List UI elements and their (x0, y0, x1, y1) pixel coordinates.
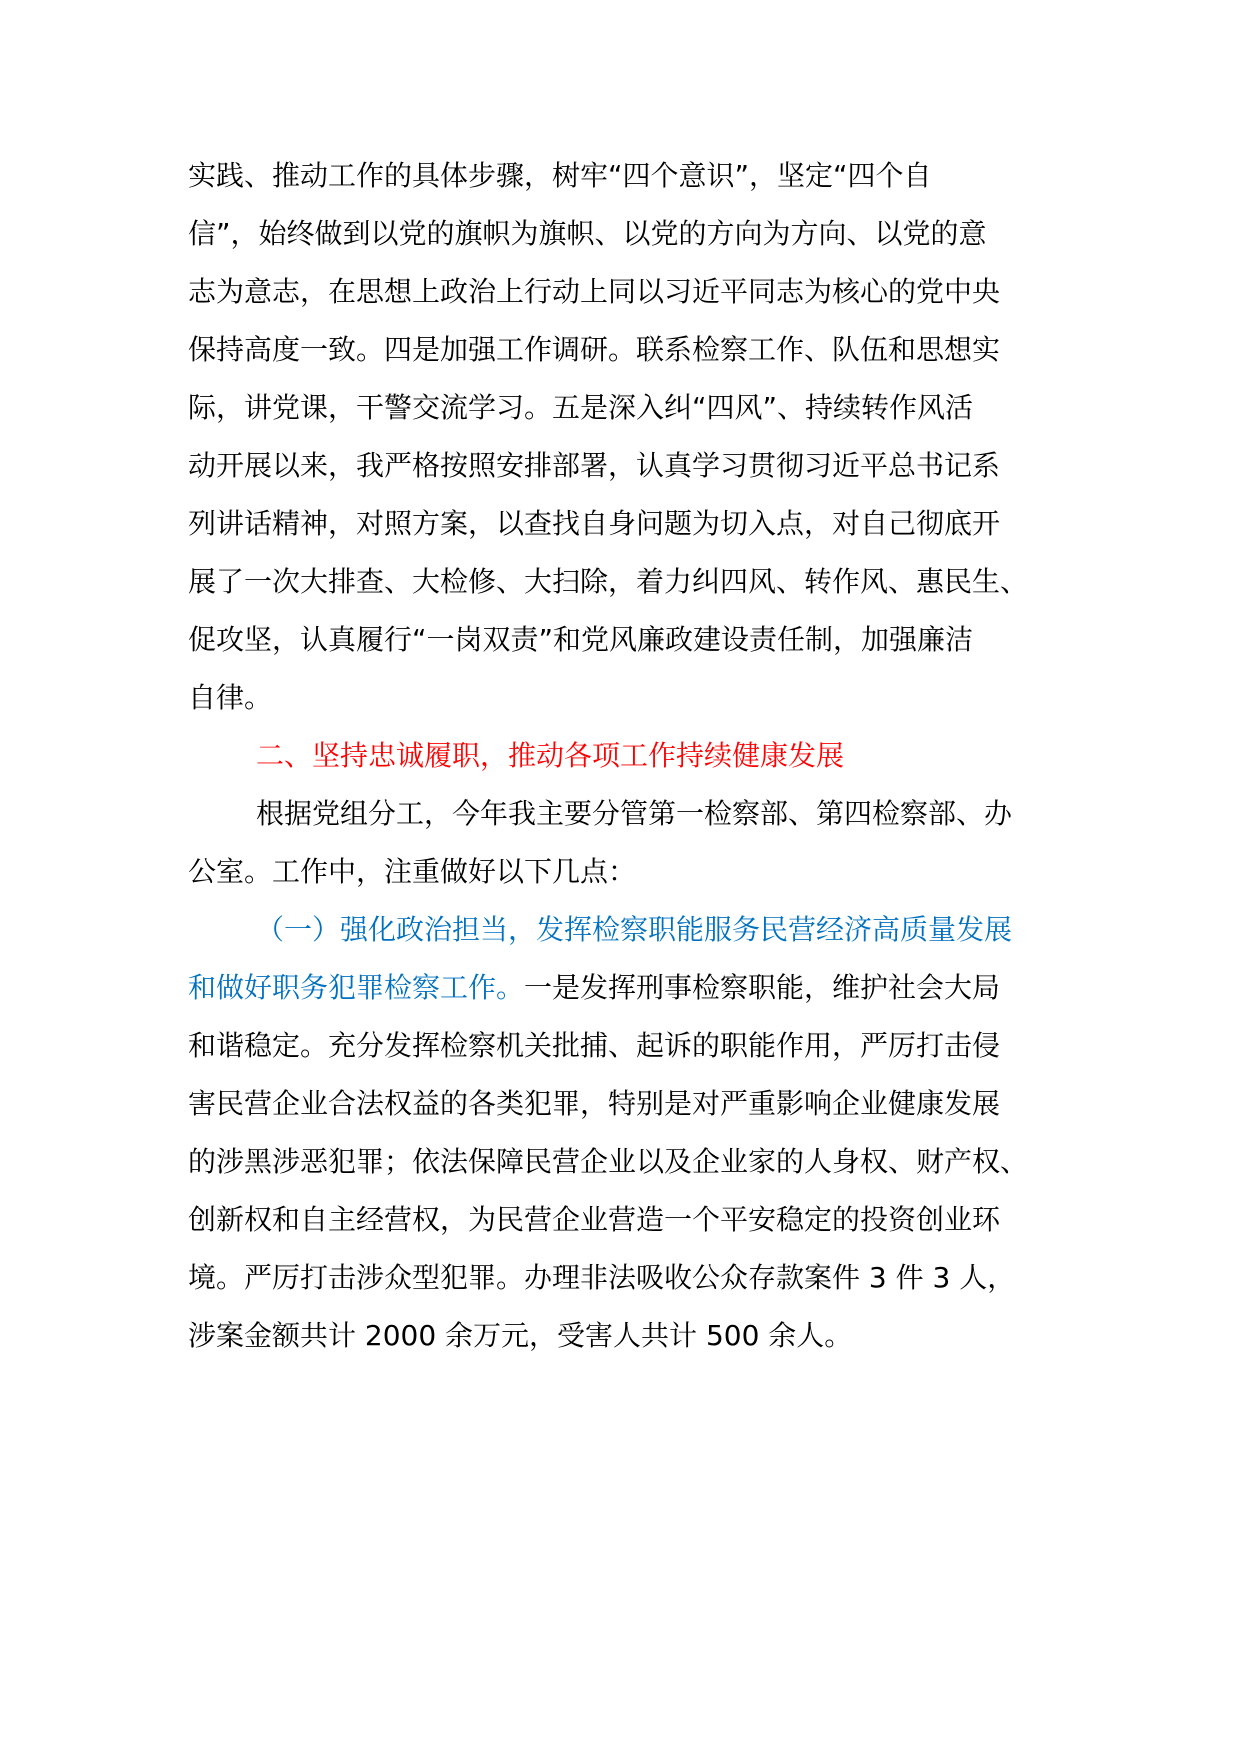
paragraph-line: 害民营企业合法权益的各类犯罪，特别是对严重影响企业健康发展 (188, 1087, 1001, 1120)
paragraph-line: 和谐稳定。充分发挥检察机关批捕、起诉的职能作用，严厉打击侵 (188, 1029, 1001, 1062)
body-text-line: 自律。 (188, 681, 273, 714)
body-text-line: 动开展以来，我严格按照安排部署，认真学习贯彻习近平总书记系 (188, 449, 1001, 482)
paragraph-line: 根据党组分工，今年我主要分管第一检察部、第四检察部、办 (256, 797, 1013, 830)
paragraph-line: 的涉黑涉恶犯罪；依法保障民营企业以及企业家的人身权、财产权、 (188, 1145, 1029, 1178)
sub-heading: （一）强化政治担当，发挥检察职能服务民营经济高质量发展 (256, 913, 1013, 946)
body-text-line: 信”，始终做到以党的旗帜为旗帜、以党的方向为方向、以党的意 (188, 217, 987, 250)
body-text-line: 列讲话精神，对照方案，以查找自身问题为切入点，对自己彻底开 (188, 507, 1001, 540)
paragraph-line: 境。严厉打击涉众型犯罪。办理非法吸收公众存款案件 3 件 3 人， (188, 1261, 1016, 1294)
body-text-line: 志为意志，在思想上政治上行动上同以习近平同志为核心的党中央 (188, 275, 1001, 308)
body-text-line: 促攻坚，认真履行“一岗双责”和党风廉政建设责任制，加强廉洁 (188, 623, 974, 656)
paragraph-line: 创新权和自主经营权，为民营企业营造一个平安稳定的投资创业环 (188, 1203, 1001, 1236)
body-text-line: 际，讲党课，干警交流学习。五是深入纠“四风”、持续转作风活 (188, 391, 974, 424)
paragraph-line: 公室。工作中，注重做好以下几点： (188, 855, 637, 888)
body-text-line: 保持高度一致。四是加强工作调研。联系检察工作、队伍和思想实 (188, 333, 1001, 366)
section-heading: 二、坚持忠诚履职，推动各项工作持续健康发展 (256, 739, 845, 772)
sub-heading-continuation (188, 970, 1000, 1006)
paragraph-text: 一是发挥刑事检察职能，维护社会大局 (524, 971, 1001, 1004)
sub-heading-end: 和做好职务犯罪检察工作。 (188, 971, 525, 1004)
body-text-line: 展了一次大排查、大检修、大扫除，着力纠四风、转作风、惠民生、 (188, 565, 1029, 598)
paragraph-line: 涉案金额共计 2000 余万元，受害人共计 500 余人。 (188, 1319, 853, 1352)
body-text-line: 实践、推动工作的具体步骤，树牢“四个意识”，坚定“四个自 (188, 159, 932, 192)
